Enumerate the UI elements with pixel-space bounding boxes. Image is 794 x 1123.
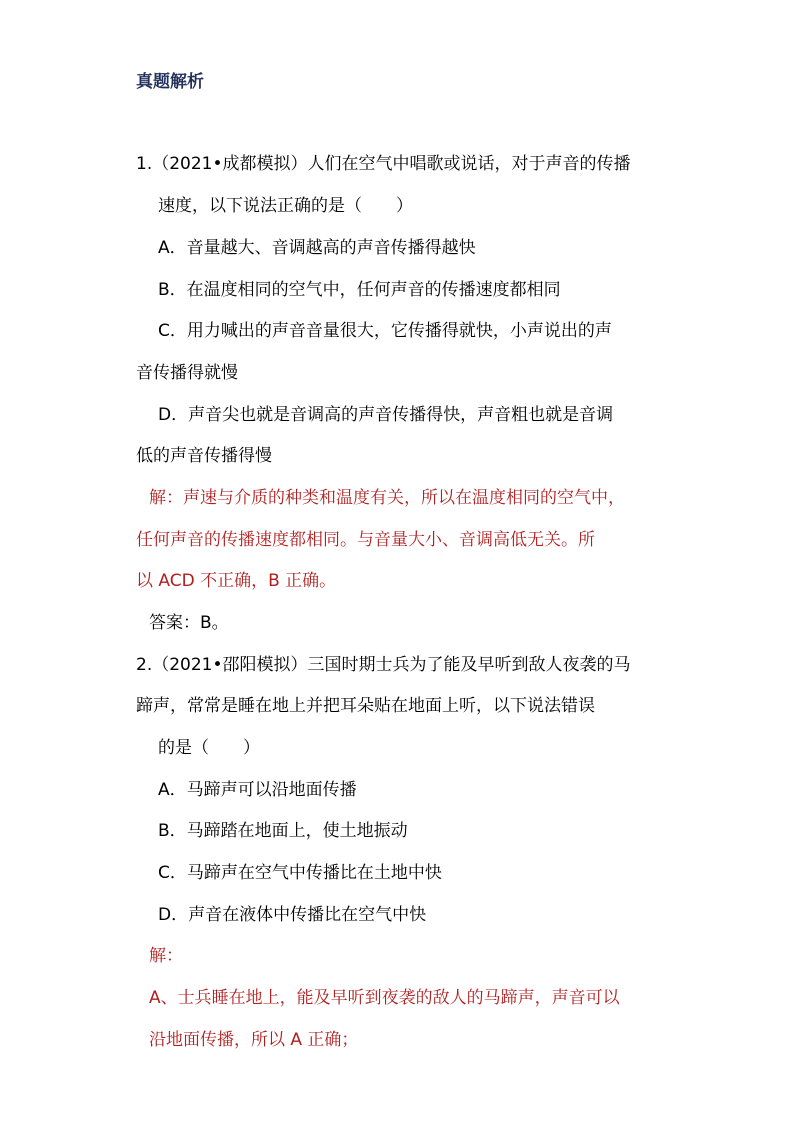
q1-option-a: A．音量越大、音调越高的声音传播得越快	[158, 238, 476, 258]
q1-solution-line-3: 以 ACD 不正确，B 正确。	[136, 571, 337, 591]
q2-solution-line-2: 沿地面传播，所以 A 正确；	[149, 1030, 359, 1050]
q1-stem-paren: ）	[396, 196, 413, 216]
q2-option-d: D．声音在液体中传播比在空气中快	[158, 905, 427, 925]
q2-stem-text: 的是（	[158, 738, 209, 758]
q2-stem-line-1: 2.（2021•邵阳模拟）三国时期士兵为了能及早听到敌人夜袭的马	[136, 655, 631, 675]
q2-option-c: C．马蹄声在空气中传播比在土地中快	[158, 863, 442, 883]
q2-option-b: B．马蹄踏在地面上，使土地振动	[158, 821, 408, 841]
q2-solution-line-1: A、士兵睡在地上，能及早听到夜袭的敌人的马蹄声，声音可以	[149, 988, 620, 1008]
q1-answer: 答案：B。	[149, 613, 229, 633]
q1-option-c-line-2: 音传播得就慢	[136, 363, 238, 383]
section-title: 真题解析	[136, 72, 204, 92]
q1-solution-line-1: 解：声速与介质的种类和温度有关，所以在温度相同的空气中，	[149, 488, 625, 508]
q2-option-a: A．马蹄声可以沿地面传播	[158, 780, 357, 800]
q1-stem-line-1: 1.（2021•成都模拟）人们在空气中唱歌或说话，对于声音的传播	[136, 154, 631, 174]
q1-option-d-line-1: D．声音尖也就是音调高的声音传播得快，声音粗也就是音调	[158, 405, 614, 425]
q1-stem-line-2	[158, 194, 413, 218]
q1-stem-text: 速度，以下说法正确的是（	[158, 196, 362, 216]
q1-solution-line-2: 任何声音的传播速度都相同。与音量大小、音调高低无关。所	[136, 530, 595, 550]
q2-stem-line-2: 蹄声，常常是睡在地上并把耳朵贴在地面上听，以下说法错误	[136, 696, 595, 716]
q1-option-d-line-2: 低的声音传播得慢	[136, 446, 272, 466]
q2-stem-paren: ）	[243, 738, 260, 758]
q2-solution-label: 解：	[149, 946, 183, 966]
q1-option-c-line-1: C．用力喊出的声音音量很大，它传播得就快，小声说出的声	[158, 321, 612, 341]
q1-option-b: B．在温度相同的空气中，任何声音的传播速度都相同	[158, 280, 561, 300]
q2-stem-line-3	[158, 736, 260, 760]
